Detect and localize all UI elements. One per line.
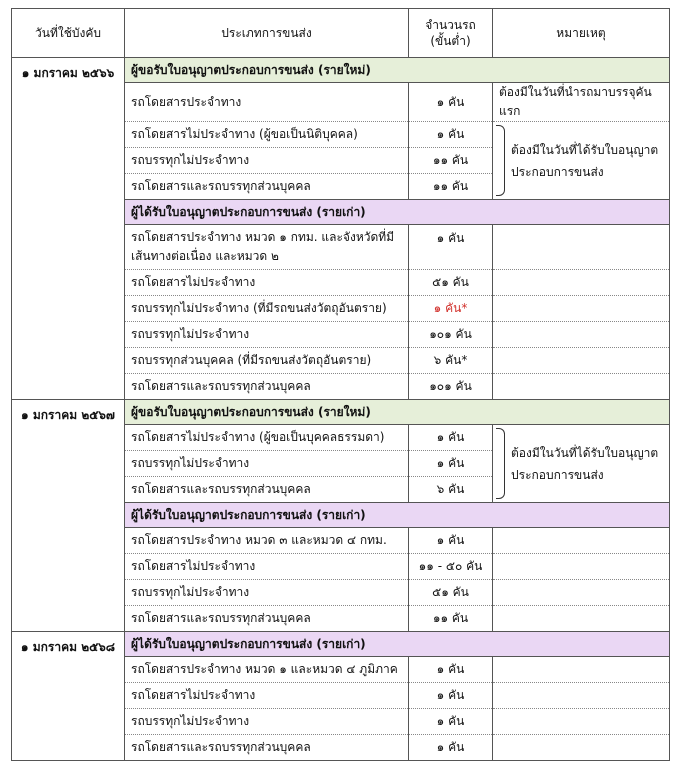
remark-cell (493, 580, 670, 606)
effective-date-cell: ๑ มกราคม ๒๕๖๘ (12, 632, 125, 761)
vehicle-count-cell: ๑๐๑ คัน (409, 322, 493, 348)
grouped-remark-cell (493, 122, 670, 200)
vehicle-count-cell: ๕๑ คัน (409, 270, 493, 296)
vehicle-count-cell: ๑ คัน (409, 83, 493, 122)
section-title-new: ผู้ขอรับใบอนุญาตประกอบการขนส่ง (รายใหม่) (125, 400, 670, 425)
section-row (12, 632, 670, 657)
transport-type-cell: รถโดยสารประจำทาง หมวด ๑ และหมวด ๔ ภูมิภาค (125, 657, 409, 683)
header-transport-type: ประเภทการขนส่ง (125, 9, 409, 58)
vehicle-count-cell: ๑ คัน (409, 528, 493, 554)
remark-cell (493, 735, 670, 761)
vehicle-count-cell: ๑๐๑ คัน (409, 374, 493, 400)
transport-type-cell: รถบรรทุกไม่ประจำทาง (ที่มีรถขนส่งวัตถุอันตราย) (125, 296, 409, 322)
vehicle-count-cell: ๑ คัน (409, 451, 493, 477)
section-title-new: ผู้ขอรับใบอนุญาตประกอบการขนส่ง (รายใหม่) (125, 58, 670, 83)
remark-cell (493, 296, 670, 322)
transport-type-cell: รถบรรทุกส่วนบุคคล (ที่มีรถขนส่งวัตถุอันตราย) (125, 348, 409, 374)
transport-type-cell: รถโดยสารไม่ประจำทาง (125, 270, 409, 296)
vehicle-count-cell: ๕๑ คัน (409, 580, 493, 606)
section-title-old: ผู้ได้รับใบอนุญาตประกอบการขนส่ง (รายเก่า) (125, 503, 670, 528)
brace-shape (496, 428, 505, 499)
remark-cell (493, 528, 670, 554)
vehicle-count-cell: ๑ คัน (409, 709, 493, 735)
remark-cell (493, 225, 670, 270)
table-header-row (12, 9, 670, 58)
section-row (12, 400, 670, 425)
header-remarks: หมายเหตุ (493, 9, 670, 58)
remark-cell (493, 270, 670, 296)
vehicle-count-cell: ๑๑ คัน (409, 606, 493, 632)
header-vehicle-count-line2: (ขั้นต่ำ) (430, 34, 471, 48)
transport-type-cell: รถบรรทุกไม่ประจำทาง (125, 709, 409, 735)
remark-cell (493, 606, 670, 632)
transport-type-cell: รถโดยสารไม่ประจำทาง (125, 683, 409, 709)
vehicle-count-cell: ๑ คัน (409, 735, 493, 761)
grouped-remark-text: ต้องมีในวันที่ได้รับใบอนุญาต ประกอบการขนส่ง (511, 142, 659, 179)
vehicle-count-cell: ๑๑ คัน (409, 174, 493, 200)
transport-type-cell: รถบรรทุกไม่ประจำทาง (125, 580, 409, 606)
transport-type-cell: รถโดยสารและรถบรรทุกส่วนบุคคล (125, 477, 409, 503)
vehicle-count-cell: ๖ คัน* (409, 348, 493, 374)
header-vehicle-count-line1: จำนวนรถ (425, 18, 476, 32)
remark-cell (493, 683, 670, 709)
transport-type-cell: รถโดยสารไม่ประจำทาง (ผู้ขอเป็นนิติบุคคล) (125, 122, 409, 148)
vehicle-count-cell: ๑ คัน (409, 683, 493, 709)
section-title-old: ผู้ได้รับใบอนุญาตประกอบการขนส่ง (รายเก่า) (125, 200, 670, 225)
transport-type-cell: รถโดยสารไม่ประจำทาง (125, 554, 409, 580)
transport-type-cell: รถโดยสารไม่ประจำทาง (ผู้ขอเป็นบุคคลธรรมดา) (125, 425, 409, 451)
effective-date-cell: ๑ มกราคม ๒๕๖๖ (12, 58, 125, 400)
transport-type-cell: รถบรรทุกไม่ประจำทาง (125, 322, 409, 348)
vehicle-count-cell: ๑๑ คัน (409, 148, 493, 174)
remark-cell (493, 374, 670, 400)
transport-type-cell: รถโดยสารและรถบรรทุกส่วนบุคคล (125, 374, 409, 400)
remark-cell (493, 554, 670, 580)
vehicle-count-cell-hazard: ๑ คัน* (409, 296, 493, 322)
remark-cell (493, 709, 670, 735)
grouped-remark-cell (493, 425, 670, 503)
vehicle-count-cell: ๑ คัน (409, 122, 493, 148)
vehicle-count-cell: ๑ คัน (409, 657, 493, 683)
brace-shape (496, 125, 505, 196)
remark-cell (493, 322, 670, 348)
effective-date-cell: ๑ มกราคม ๒๕๖๗ (12, 400, 125, 632)
transport-type-cell: รถโดยสารประจำทาง หมวด ๑ กทม. และจังหวัดที่มีเส้นทางต่อเนื่อง และหมวด ๒ (125, 225, 409, 270)
vehicle-count-cell: ๖ คัน (409, 477, 493, 503)
section-row (12, 58, 670, 83)
vehicle-count-cell: ๑ คัน (409, 425, 493, 451)
transport-type-cell: รถบรรทุกไม่ประจำทาง (125, 451, 409, 477)
transport-type-cell: รถโดยสารและรถบรรทุกส่วนบุคคล (125, 174, 409, 200)
section-title-old: ผู้ได้รับใบอนุญาตประกอบการขนส่ง (รายเก่า) (125, 632, 670, 657)
remark-cell (493, 657, 670, 683)
transport-requirements-table (11, 8, 670, 761)
transport-type-cell: รถโดยสารและรถบรรทุกส่วนบุคคล (125, 735, 409, 761)
transport-type-cell: รถบรรทุกไม่ประจำทาง (125, 148, 409, 174)
vehicle-count-cell: ๑ คัน (409, 225, 493, 270)
grouped-remark-text: ต้องมีในวันที่ได้รับใบอนุญาต ประกอบการขนส่ง (511, 445, 659, 482)
remark-cell: ต้องมีในวันที่นำรถมาบรรจุคันแรก (493, 83, 670, 122)
transport-type-cell: รถโดยสารประจำทาง หมวด ๓ และหมวด ๔ กทม. (125, 528, 409, 554)
header-vehicle-count (409, 9, 493, 58)
vehicle-count-cell: ๑๑ - ๕๐ คัน (409, 554, 493, 580)
transport-type-cell: รถโดยสารและรถบรรทุกส่วนบุคคล (125, 606, 409, 632)
header-effective-date: วันที่ใช้บังคับ (12, 9, 125, 58)
transport-type-cell: รถโดยสารประจำทาง (125, 83, 409, 122)
remark-cell (493, 348, 670, 374)
